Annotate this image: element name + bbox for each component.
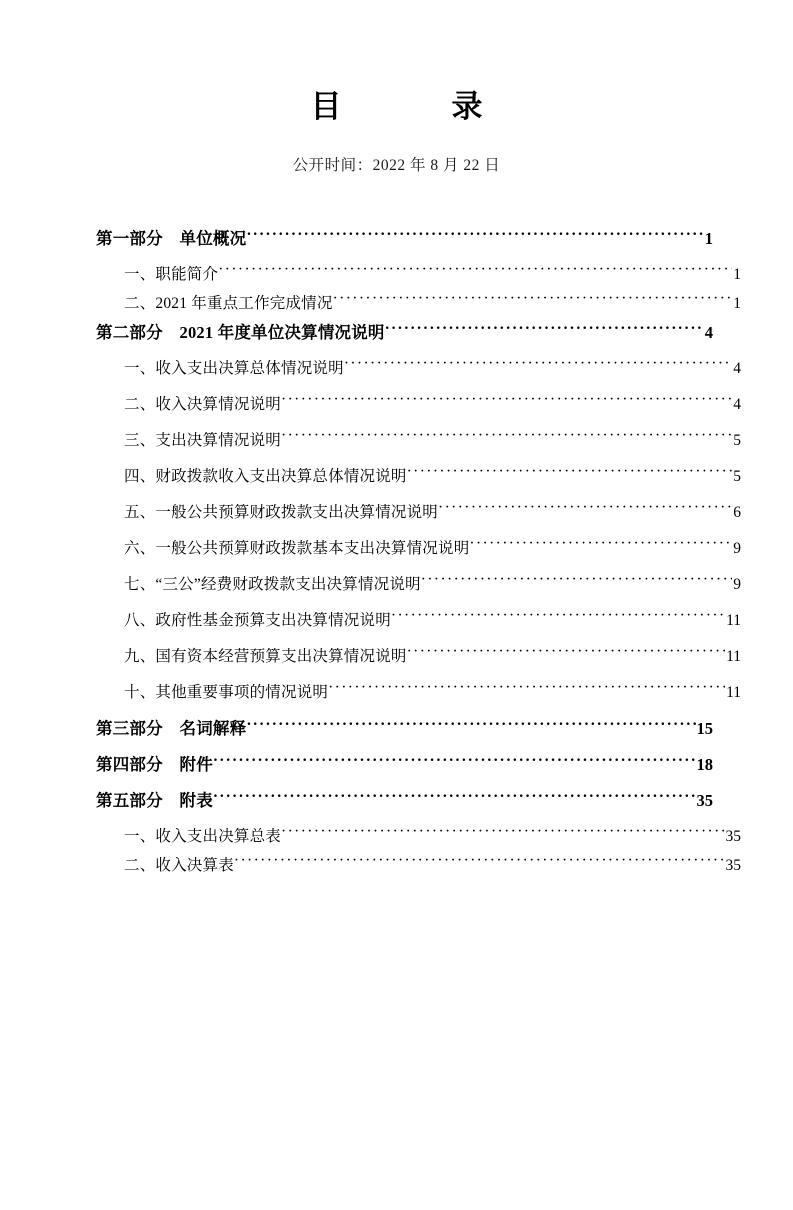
toc-entry-label: 二、收入决算情况说明	[124, 395, 282, 413]
publish-date: 公开时间：2022 年 8 月 22 日	[292, 157, 501, 175]
toc-entry-label: 第一部分 单位概况	[96, 228, 247, 248]
toc-leader-dots	[333, 292, 733, 308]
toc-leader-dots	[344, 357, 732, 373]
toc-entry[interactable]	[88, 393, 741, 412]
toc-leader-dots	[234, 854, 725, 870]
toc-entry-label: 二、2021 年重点工作完成情况	[124, 294, 333, 312]
toc-leader-dots	[218, 263, 732, 279]
toc-entry-page: 11	[726, 611, 741, 629]
toc-leader-dots	[385, 321, 704, 338]
toc-leader-dots	[213, 753, 696, 770]
toc-leader-dots	[421, 573, 732, 589]
document-page	[0, 88, 793, 1210]
toc-entry-label: 七、“三公”经费财政拨款支出决算情况说明	[124, 575, 421, 593]
toc-entry[interactable]	[88, 573, 741, 592]
toc-entry-label: 第五部分 附表	[96, 790, 213, 810]
table-of-contents	[88, 227, 741, 874]
toc-entry[interactable]	[88, 681, 741, 700]
toc-entry-label: 九、国有资本经营预算支出决算情况说明	[124, 647, 407, 665]
toc-leader-dots	[246, 717, 695, 734]
toc-entry[interactable]	[88, 263, 741, 282]
toc-entry-label: 三、支出决算情况说明	[124, 431, 282, 449]
toc-leader-dots	[281, 825, 724, 841]
toc-entry[interactable]	[88, 429, 741, 448]
page-title: 目 录	[310, 89, 499, 124]
toc-entry-page: 4	[733, 359, 741, 377]
toc-entry[interactable]	[88, 537, 741, 556]
toc-entry-page: 35	[725, 856, 741, 874]
toc-entry-page: 11	[726, 683, 741, 701]
toc-entry-page: 4	[704, 322, 713, 342]
toc-entry-label: 一、职能简介	[124, 265, 219, 283]
toc-entry[interactable]	[88, 227, 713, 247]
toc-leader-dots	[407, 465, 733, 481]
toc-leader-dots	[328, 681, 725, 697]
toc-entry[interactable]	[88, 825, 741, 844]
toc-entry-label: 十、其他重要事项的情况说明	[124, 683, 329, 701]
toc-entry[interactable]	[88, 501, 741, 520]
toc-entry-label: 四、财政拨款收入支出决算总体情况说明	[124, 467, 407, 485]
toc-entry[interactable]	[88, 789, 713, 809]
toc-leader-dots	[281, 429, 732, 445]
toc-entry[interactable]	[88, 465, 741, 484]
toc-entry-page: 5	[733, 467, 741, 485]
toc-entry[interactable]	[88, 321, 713, 341]
toc-entry-label: 一、收入支出决算总表	[124, 827, 282, 845]
toc-entry-page: 9	[733, 539, 741, 557]
toc-entry-label: 第三部分 名词解释	[96, 718, 247, 738]
toc-leader-dots	[438, 501, 732, 517]
toc-leader-dots	[246, 227, 703, 244]
toc-entry-page: 9	[733, 575, 741, 593]
toc-entry-label: 一、收入支出决算总体情况说明	[124, 359, 344, 377]
toc-entry-label: 六、一般公共预算财政拨款基本支出决算情况说明	[124, 539, 470, 557]
toc-entry-page: 35	[696, 790, 713, 810]
toc-entry[interactable]	[88, 292, 741, 311]
toc-leader-dots	[469, 537, 732, 553]
toc-entry-page: 15	[696, 718, 713, 738]
toc-entry-page: 11	[726, 647, 741, 665]
toc-leader-dots	[407, 645, 725, 661]
toc-entry[interactable]	[88, 717, 713, 737]
toc-entry-label: 第四部分 附件	[96, 754, 213, 774]
toc-entry-page: 4	[733, 395, 741, 413]
toc-leader-dots	[213, 789, 696, 806]
toc-entry[interactable]	[88, 753, 713, 773]
toc-entry-label: 五、一般公共预算财政拨款支出决算情况说明	[124, 503, 439, 521]
toc-entry-label: 二、收入决算表	[124, 856, 234, 874]
toc-entry-page: 1	[733, 294, 741, 312]
toc-entry[interactable]	[88, 645, 741, 664]
toc-entry[interactable]	[88, 357, 741, 376]
toc-entry-page: 5	[733, 431, 741, 449]
toc-entry-page: 18	[696, 754, 713, 774]
toc-entry-page: 35	[725, 827, 741, 845]
toc-entry-label: 第二部分 2021 年度单位决算情况说明	[96, 322, 385, 342]
toc-entry[interactable]	[88, 854, 741, 873]
toc-entry-page: 6	[733, 503, 741, 521]
toc-leader-dots	[391, 609, 725, 625]
toc-leader-dots	[281, 393, 732, 409]
toc-entry-page: 1	[704, 228, 713, 248]
toc-entry-page: 1	[733, 265, 741, 283]
toc-entry-label: 八、政府性基金预算支出决算情况说明	[124, 611, 391, 629]
toc-entry[interactable]	[88, 609, 741, 628]
